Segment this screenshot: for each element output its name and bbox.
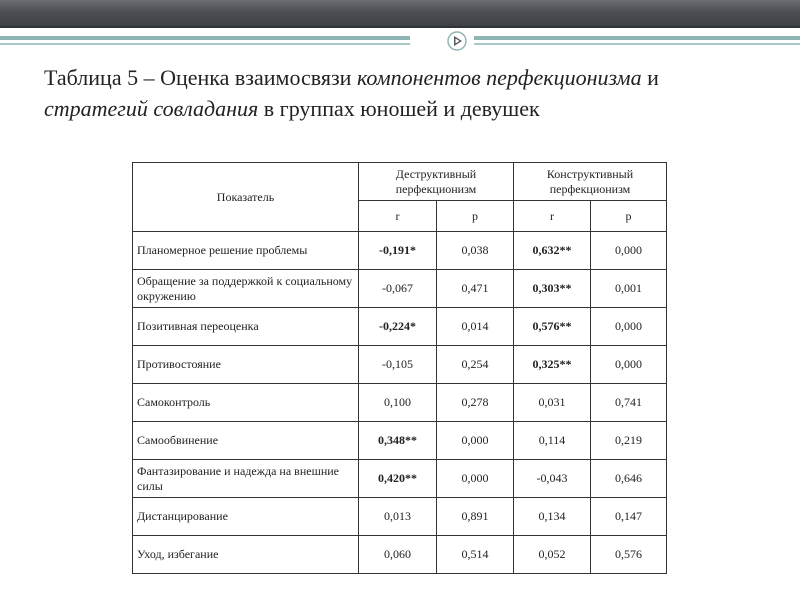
row-label: Противостояние <box>133 346 359 384</box>
cell-p-constructive: 0,741 <box>591 384 667 422</box>
cell-r-destructive: 0,348** <box>359 422 437 460</box>
title-part: и <box>641 65 659 90</box>
cell-p-constructive: 0,576 <box>591 536 667 574</box>
title-part: Таблица 5 – Оценка взаимосвязи <box>44 65 357 90</box>
table-row <box>133 308 667 346</box>
table-row <box>133 384 667 422</box>
row-label: Уход, избегание <box>133 536 359 574</box>
cell-p-destructive: 0,038 <box>437 232 514 270</box>
row-label: Самоконтроль <box>133 384 359 422</box>
cell-p-destructive: 0,000 <box>437 460 514 498</box>
cell-r-constructive: -0,043 <box>514 460 591 498</box>
cell-p-destructive: 0,254 <box>437 346 514 384</box>
table-row <box>133 346 667 384</box>
cell-r-destructive: 0,060 <box>359 536 437 574</box>
cell-r-constructive: 0,325** <box>514 346 591 384</box>
cell-r-destructive: -0,224* <box>359 308 437 346</box>
cell-p-constructive: 0,646 <box>591 460 667 498</box>
cell-r-destructive: -0,067 <box>359 270 437 308</box>
cell-p-destructive: 0,891 <box>437 498 514 536</box>
cell-r-destructive: 0,420** <box>359 460 437 498</box>
title-part: в группах юношей и девушек <box>258 96 540 121</box>
row-label: Планомерное решение проблемы <box>133 232 359 270</box>
cell-r-constructive: 0,114 <box>514 422 591 460</box>
decor-line-left <box>0 36 410 40</box>
table-row <box>133 270 667 308</box>
title-part: стратегий совладания <box>44 96 259 121</box>
decor-line-right <box>474 36 800 40</box>
cell-p-destructive: 0,514 <box>437 536 514 574</box>
cell-p-destructive: 0,014 <box>437 308 514 346</box>
top-decor-band <box>0 0 800 27</box>
subheader-p-destructive: p <box>437 201 514 232</box>
cell-r-constructive: 0,632** <box>514 232 591 270</box>
cell-r-destructive: 0,100 <box>359 384 437 422</box>
table-row <box>133 460 667 498</box>
cell-p-constructive: 0,000 <box>591 232 667 270</box>
row-label: Обращение за поддержкой к социальному окружению <box>133 270 359 308</box>
table-row <box>133 232 667 270</box>
row-label: Самообвинение <box>133 422 359 460</box>
header-constructive-perfectionism: Конструктивный перфекционизм <box>514 163 667 201</box>
triangle-arrow-icon <box>446 30 468 52</box>
cell-p-constructive: 0,000 <box>591 346 667 384</box>
table-row <box>133 536 667 574</box>
correlation-table <box>132 162 667 574</box>
cell-p-constructive: 0,219 <box>591 422 667 460</box>
subheader-r-constructive: r <box>514 201 591 232</box>
cell-r-constructive: 0,576** <box>514 308 591 346</box>
cell-p-destructive: 0,278 <box>437 384 514 422</box>
cell-p-destructive: 0,471 <box>437 270 514 308</box>
row-label: Дистанцирование <box>133 498 359 536</box>
cell-r-destructive: -0,105 <box>359 346 437 384</box>
cell-r-constructive: 0,031 <box>514 384 591 422</box>
cell-p-constructive: 0,000 <box>591 308 667 346</box>
row-label: Позитивная переоценка <box>133 308 359 346</box>
cell-r-constructive: 0,052 <box>514 536 591 574</box>
header-indicator: Показатель <box>133 163 359 232</box>
subheader-r-destructive: r <box>359 201 437 232</box>
slide-title <box>44 62 764 124</box>
cell-r-constructive: 0,303** <box>514 270 591 308</box>
table-row <box>133 498 667 536</box>
cell-r-constructive: 0,134 <box>514 498 591 536</box>
decor-thin-line-right <box>474 43 800 45</box>
header-destructive-perfectionism: Деструктивный перфекционизм <box>359 163 514 201</box>
cell-p-constructive: 0,001 <box>591 270 667 308</box>
decor-thin-line-left <box>0 43 410 45</box>
subheader-p-constructive: p <box>591 201 667 232</box>
title-part: компонентов перфекционизма <box>356 65 642 90</box>
table-row <box>133 422 667 460</box>
cell-r-destructive: -0,191* <box>359 232 437 270</box>
row-label: Фантазирование и надежда на внешние силы <box>133 460 359 498</box>
cell-p-destructive: 0,000 <box>437 422 514 460</box>
cell-p-constructive: 0,147 <box>591 498 667 536</box>
cell-r-destructive: 0,013 <box>359 498 437 536</box>
